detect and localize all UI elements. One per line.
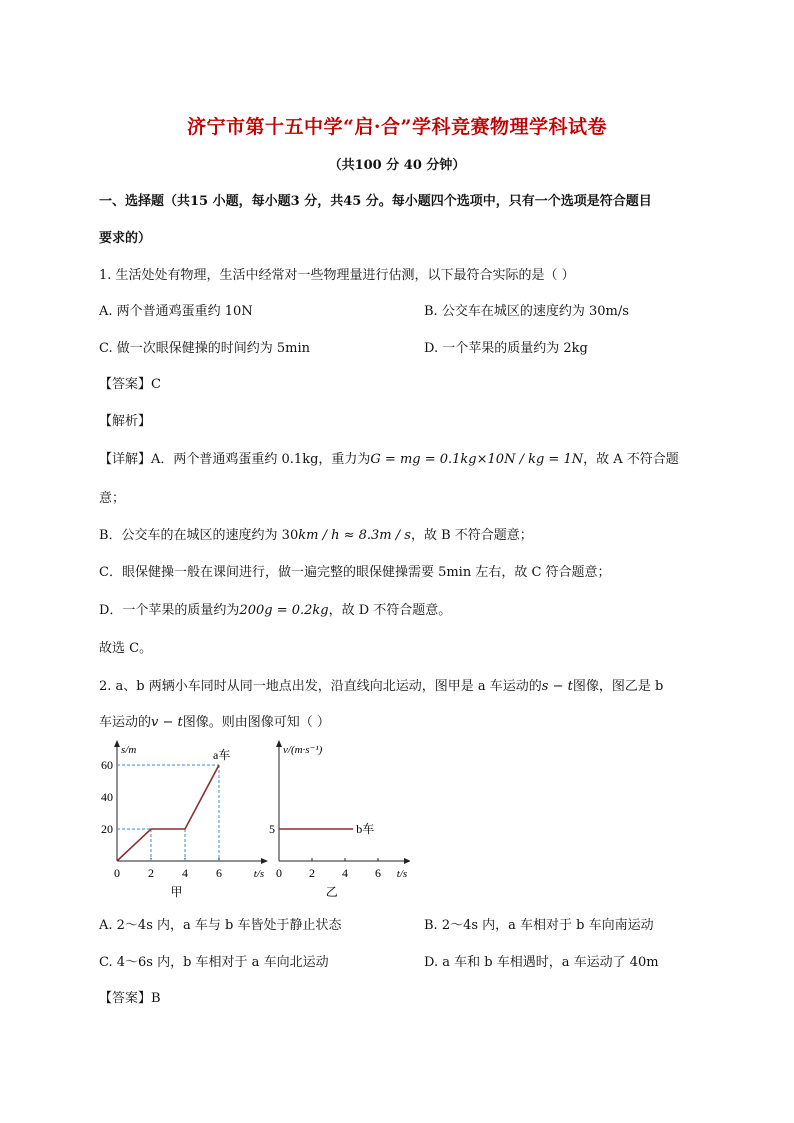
q2-stem-text3: 车运动的: [99, 715, 152, 730]
q1-detail-c: C．眼保健操一般在课间进行，做一遍完整的眼保健操需要 5min 左右，故 C 符合题意；: [99, 565, 611, 580]
q2-answer: 【答案】B: [99, 991, 161, 1006]
y-axis-label: s/m: [121, 744, 137, 756]
q2-stem-line2: [99, 711, 330, 730]
q1-detail-a-cont: 意；: [99, 491, 126, 506]
x-tick-label: 0: [276, 866, 282, 880]
q1-detail-d: [99, 599, 451, 618]
q1-answer: 【答案】C: [99, 377, 161, 392]
q2-option-d: D. a 车和 b 车相遇时，a 车运动了 40m: [424, 955, 659, 970]
q2-option-a: A. 2～4s 内，a 车与 b 车皆处于静止状态: [99, 918, 342, 933]
q2-stem-math-vt: v − t: [151, 715, 183, 730]
q2-option-b: B. 2～4s 内，a 车相对于 b 车向南运动: [424, 918, 654, 933]
y-tick-label: 40: [101, 790, 113, 804]
x-tick-label: 6: [375, 866, 381, 880]
q1-option-b: B. 公交车在城区的速度约为 30m/s: [424, 304, 629, 319]
q1-detail-a-formula: G = mg = 0.1kg×10N / kg = 1N: [370, 452, 584, 467]
q2-stem-line1: [99, 675, 663, 694]
q1-detail-a-text2: ，故 A 不符合题: [583, 452, 679, 467]
x-axis-label: t/s: [396, 868, 408, 880]
y-tick-label: 5: [269, 822, 275, 836]
q1-detail-b-text2: ，故 B 不符合题意；: [410, 528, 533, 543]
q2-stem-text2: 图像，图乙是 b: [572, 679, 664, 694]
q2-stem-math-st: s − t: [541, 679, 573, 694]
chart-caption: 乙: [325, 885, 338, 899]
x-tick-label: 4: [182, 866, 188, 880]
series-label: b车: [356, 822, 375, 836]
section-heading-cont: 要求的）: [99, 231, 152, 246]
q1-conclusion: 故选 C。: [99, 641, 153, 656]
q2-stem-text4: 图像。则由图像可知（ ）: [182, 715, 330, 730]
q1-detail-d-text: D．一个苹果的质量约为: [99, 603, 240, 618]
x-tick-label: 4: [342, 866, 348, 880]
q1-detail-a-text: 【详解】A．两个普通鸡蛋重约 0.1kg，重力为: [99, 452, 371, 467]
y-tick-label: 60: [101, 758, 113, 772]
x-axis-label: t/s: [253, 868, 265, 880]
page-subtitle: （共100 分 40 分钟）: [328, 158, 466, 173]
x-tick-label: 2: [309, 866, 315, 880]
chart-caption: 甲: [170, 885, 183, 899]
graphs-figure: [90, 735, 410, 900]
q1-option-d: D. 一个苹果的质量约为 2kg: [424, 341, 588, 356]
q1-detail-b-text: B．公交车的在城区的速度约为 30: [99, 528, 299, 543]
q1-detail-a: [99, 448, 679, 467]
x-tick-label: 0: [114, 866, 120, 880]
y-tick-label: 20: [101, 822, 113, 836]
series-label: a车: [213, 748, 231, 762]
x-tick-label: 6: [216, 866, 222, 880]
q2-option-c: C. 4～6s 内，b 车相对于 a 车向北运动: [99, 955, 329, 970]
q1-detail-b-formula: km / h ≈ 8.3m / s: [298, 528, 411, 543]
chart-jia: [101, 743, 265, 899]
chart-yi: [269, 743, 408, 899]
x-tick-label: 2: [148, 866, 154, 880]
series-line: [117, 765, 219, 861]
q1-option-c: C. 做一次眼保健操的时间约为 5min: [99, 341, 311, 356]
q1-detail-d-text2: ，故 D 不符合题意。: [328, 603, 452, 618]
q2-stem-text: 2. a、b 两辆小车同时从同一地点出发，沿直线向北运动，图甲是 a 车运动的: [99, 679, 542, 694]
section-heading: 一、选择题（共15 小题，每小题3 分，共45 分。每小题四个选项中，只有一个选项是符合题目: [99, 194, 652, 209]
q1-option-a: A. 两个普通鸡蛋重约 10N: [99, 304, 253, 319]
y-axis-label: v/(m·s⁻¹): [283, 744, 323, 756]
q1-stem: 1. 生活处处有物理，生活中经常对一些物理量进行估测，以下最符合实际的是（ ）: [99, 268, 575, 283]
page-title: 济宁市第十五中学“启·合”学科竞赛物理学科试卷: [187, 116, 607, 138]
q1-analysis-label: 【解析】: [99, 414, 152, 429]
q1-detail-b: [99, 524, 533, 543]
q1-detail-d-formula: 200g = 0.2kg: [239, 603, 329, 618]
